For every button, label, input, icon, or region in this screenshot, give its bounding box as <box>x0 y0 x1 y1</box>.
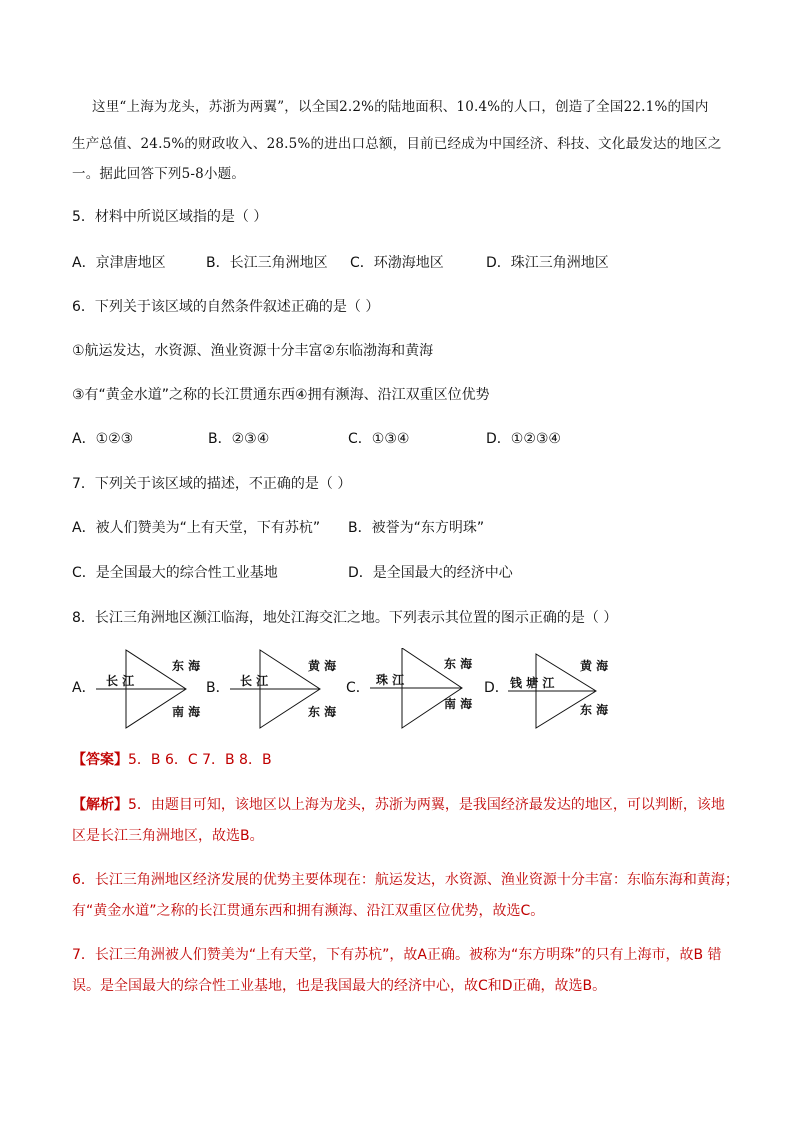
analysis-6-line-2: 有“黄金水道”之称的长江贯通东西和拥有濒海、沿江双重区位优势，故选C。 <box>72 903 545 919</box>
sea-top-label: 黄 海 <box>308 659 337 673</box>
q6-stem: 6．下列关于该区域的自然条件叙述正确的是（ ） <box>72 299 380 315</box>
q8-figure-d[interactable] <box>508 648 612 730</box>
q7-option-a[interactable]: A．被人们赞美为“上有天堂，下有苏杭” <box>72 520 321 536</box>
intro-line-1: 这里“上海为龙头，苏浙为两翼”，以全国2.2%的陆地面积、10.4%的人口，创造了全国22.1%的国内 <box>92 99 709 115</box>
q8-option-c-letter[interactable]: C． <box>346 680 370 696</box>
sea-bottom-label: 东 海 <box>580 703 609 717</box>
sea-bottom-label: 南 海 <box>444 697 473 711</box>
analysis-7-line-1: 7．长江三角洲被人们赞美为“上有天堂，下有苏杭”，故A正确。被称为“东方明珠”的只有上海市，故B 错 <box>72 947 722 963</box>
q6-option-d[interactable]: D．①②③④ <box>486 431 561 447</box>
q5-stem: 5．材料中所说区域指的是（ ） <box>72 209 268 225</box>
intro-line-3: 一。据此回答下列5-8小题。 <box>72 166 246 182</box>
q6-statements-2: ③有“黄金水道”之称的长江贯通东西④拥有濒海、沿江双重区位优势 <box>72 387 490 403</box>
analysis-7-line-2: 误。是全国最大的综合性工业基地，也是我国最大的经济中心，故C和D正确，故选B。 <box>72 978 607 994</box>
q8-option-a-letter[interactable]: A． <box>72 680 96 696</box>
q5-option-b[interactable]: B．长江三角洲地区 <box>206 255 328 271</box>
q7-option-b[interactable]: B．被誉为“东方明珠” <box>348 520 485 536</box>
q5-option-d[interactable]: D．珠江三角洲地区 <box>486 255 609 271</box>
q5-option-c[interactable]: C．环渤海地区 <box>350 255 444 271</box>
analysis-label: 【解析】 <box>72 797 128 813</box>
q7-option-d[interactable]: D．是全国最大的经济中心 <box>348 565 513 581</box>
q8-figure-c[interactable] <box>370 648 482 730</box>
q6-statements-1: ①航运发达，水资源、渔业资源十分丰富②东临渤海和黄海 <box>72 343 434 359</box>
sea-bottom-label: 东 海 <box>308 705 337 719</box>
sea-bottom-label: 南 海 <box>172 705 201 719</box>
answer-text: 5．B 6．C 7．B 8．B <box>128 752 272 768</box>
river-label: 长 江 <box>106 674 135 688</box>
q5-option-a[interactable]: A．京津唐地区 <box>72 255 166 271</box>
analysis-5-line-2: 区是长江三角洲地区，故选B。 <box>72 828 264 844</box>
q8-option-b-letter[interactable]: B． <box>206 680 230 696</box>
q6-option-a[interactable]: A．①②③ <box>72 431 134 447</box>
river-label: 钱 塘 江 <box>510 676 555 690</box>
analysis-6-line-1: 6．长江三角洲地区经济发展的优势主要体现在：航运发达，水资源、渔业资源十分丰富：东临东海和黄海； <box>72 872 739 888</box>
q6-option-b[interactable]: B．②③④ <box>208 431 270 447</box>
sea-top-label: 黄 海 <box>580 659 609 673</box>
river-label: 珠 江 <box>376 673 405 687</box>
river-label: 长 江 <box>240 674 269 688</box>
q7-option-c[interactable]: C．是全国最大的综合性工业基地 <box>72 565 278 581</box>
intro-line-2: 生产总值、24.5%的财政收入、28.5%的进出口总额，目前已经成为中国经济、科技、文化最发达的地区之 <box>72 136 722 152</box>
sea-top-label: 东 海 <box>444 657 473 671</box>
q7-stem: 7．下列关于该区域的描述，不正确的是（ ） <box>72 476 352 492</box>
sea-top-label: 东 海 <box>172 659 201 673</box>
q8-option-d-letter[interactable]: D． <box>484 680 509 696</box>
answer-line <box>72 750 272 770</box>
analysis-5-line-1 <box>72 795 725 815</box>
q8-figure-b[interactable] <box>230 648 340 730</box>
q8-stem: 8．长江三角洲地区濒江临海，地处江海交汇之地。下列表示其位置的图示正确的是（ ） <box>72 610 618 626</box>
q6-option-c[interactable]: C．①③④ <box>348 431 410 447</box>
q8-figure-a[interactable] <box>96 648 206 730</box>
answer-label: 【答案】 <box>72 752 128 768</box>
analysis-5-text: 5．由题目可知，该地区以上海为龙头，苏浙为两翼，是我国经济最发达的地区，可以判断，该地 <box>128 797 725 813</box>
